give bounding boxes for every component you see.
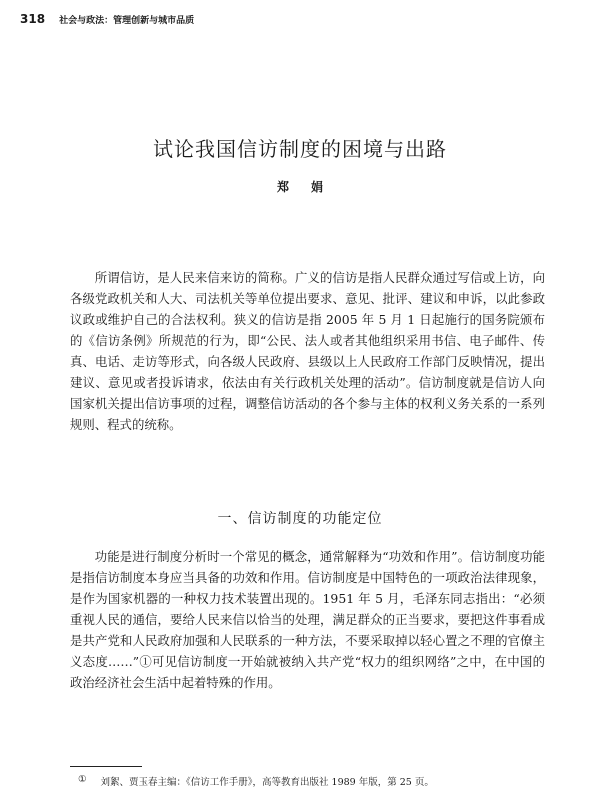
footnote-divider <box>70 766 142 767</box>
page-header <box>20 12 194 30</box>
article-author: 郑娟 <box>276 180 345 194</box>
article-title: 试论我国信访制度的困境与出路 <box>153 137 447 161</box>
page-number: 318 <box>20 12 46 26</box>
footnote <box>78 774 434 788</box>
footnote-marker: ① <box>78 774 87 785</box>
running-title: 社会与政法：管理创新与城市品质 <box>59 16 195 26</box>
footnote-text: 刘絮、贾玉春主编：《信访工作手册》，高等教育出版社 1989 年版，第 25 页。 <box>100 777 434 788</box>
section-heading: 一、信访制度的功能定位 <box>217 511 383 527</box>
intro-paragraph: 所谓信访，是人民来信来访的简称。广义的信访是指人民群众通过写信或上访，向各级党政机关和人大、司法机关等单位提出要求、意见、批评、建议和申诉，以此参政议政或维护自己的合法权利。狭义的信访是指 2005 年 5 月 1 日起施行的国务院颁布的《信访条例》所规范的行为，即“公民、法人或者其他组织采用书信、电子邮件、传真、电话、走访等形式，向各级人民政府、县级以上人民政府工作部门反映情况，提出建议、意见或者投诉请求，依法由有关行政机关处理的活动”。信访制度就是信访人向国家机关提出信访事项的过程，调整信访活动的各个参与主体的权利义务关系的一系列规则、程式的统称。 <box>70 270 545 432</box>
section-paragraph: 功能是进行制度分析时一个常见的概念，通常解释为“功效和作用”。信访制度功能是指信访制度本身应当具备的功效和作用。信访制度是中国特色的一项政治法律现象，是作为国家机器的一种权力技术装置出现的。1951 年 5 月，毛泽东同志指出：“必须重视人民的通信，要给人民来信以恰当的处理，满足群众的正当要求，要把这件事看成是共产党和人民政府加强和人民联系的一种方法，不要采取掉以轻心置之不理的官僚主义态度……”①可见信访制度一开始就被纳入共产党“权力的组织网络”之中，在中国的政治经济社会生活中起着特殊的作用。 <box>70 549 545 690</box>
